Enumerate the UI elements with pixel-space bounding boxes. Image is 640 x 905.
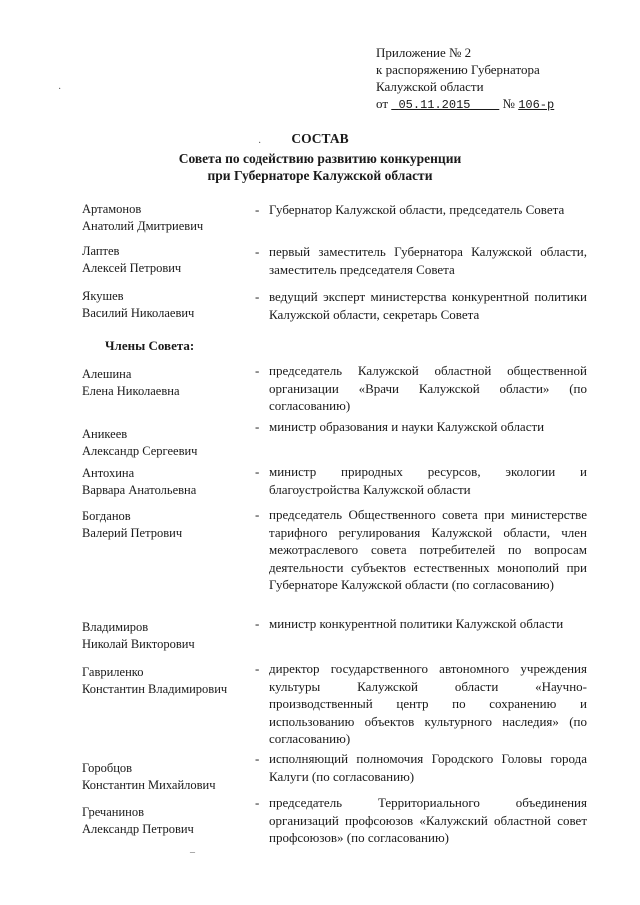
doc-subtitle-2: при Губернаторе Калужской области	[207, 168, 433, 183]
person-role: министр образования и науки Калужской области	[269, 419, 545, 434]
number-label: №	[502, 96, 515, 111]
person-name: Владимиров Николай Викторович	[82, 620, 195, 651]
entry-dash: -	[255, 202, 260, 217]
members-heading: Члены Совета:	[105, 338, 195, 353]
scan-speck: ·	[258, 138, 262, 149]
person-role: директор государственного автономного учреждения культуры Калужской области «Научно-производственный центр по сохранению и использованию объектов культурного наследия» (по согласованию)	[269, 661, 587, 746]
appendix-order-ref: к распоряжению Губернатора	[376, 62, 540, 77]
appendix-date-line	[376, 95, 554, 114]
person-role: первый заместитель Губернатора Калужской области, заместитель председателя Совета	[269, 244, 587, 277]
person-name: Гречанинов Александр Петрович	[82, 805, 194, 836]
entry-dash: -	[255, 507, 260, 522]
doc-title: СОСТАВ	[291, 131, 349, 146]
person-role: министр природных ресурсов, экологии и благоустройства Калужской области	[269, 464, 587, 497]
person-role: Губернатор Калужской области, председатель Совета	[269, 202, 565, 217]
person-name: Аникеев Александр Сергеевич	[82, 427, 198, 458]
person-role: министр конкурентной политики Калужской области	[269, 616, 564, 631]
person-name: Гавриленко Константин Владимирович	[82, 665, 228, 696]
entry-dash: -	[255, 464, 260, 479]
entry-dash: -	[255, 419, 260, 434]
person-name: Алешина Елена Николаевна	[82, 367, 180, 398]
appendix-title: Приложение № 2	[376, 45, 472, 60]
entry-dash: -	[255, 363, 260, 378]
person-name: Якушев Василий Николаевич	[82, 289, 195, 320]
order-date: 05.11.2015	[398, 98, 471, 112]
doc-subtitle-1: Совета по содействию развитию конкуренции	[178, 151, 462, 166]
entry-dash: -	[255, 616, 260, 631]
person-name: Антохина Варвара Анатольевна	[82, 466, 197, 497]
person-name: Артамонов Анатолий Дмитриевич	[82, 202, 204, 233]
appendix-block	[376, 44, 554, 114]
person-name: Лаптев Алексей Петрович	[82, 244, 182, 275]
person-role: ведущий эксперт министерства конкурентной политики Калужской области, секретарь Совета	[269, 289, 587, 322]
person-role: председатель Общественного совета при министерстве тарифного регулирования Калужской области, член межотраслевого совета потребителей по вопросам деятельности субъектов естественных монополий при Губернаторе Калужской области (по согласованию)	[269, 507, 587, 592]
entry-dash: -	[255, 751, 260, 766]
order-number: 106-р	[518, 98, 555, 112]
scan-speck: ·	[58, 84, 62, 95]
entry-dash: -	[255, 289, 260, 304]
scan-speck: ¯	[190, 852, 195, 863]
person-name: Горобцов Константин Михайлович	[82, 761, 216, 792]
person-role: председатель Территориального объединения организаций профсоюзов «Калужский областной совет профсоюзов» (по согласованию)	[269, 795, 587, 845]
person-role: председатель Калужской областной общественной организации «Врачи Калужской области» (по согласованию)	[269, 363, 587, 413]
appendix-region: Калужской области	[376, 79, 484, 94]
from-label: от	[376, 96, 389, 111]
entry-dash: -	[255, 661, 260, 676]
person-role: исполняющий полномочия Городского Головы города Калуги (по согласованию)	[269, 751, 587, 784]
entry-dash: -	[255, 795, 260, 810]
person-name: Богданов Валерий Петрович	[82, 509, 183, 540]
entry-dash: -	[255, 244, 260, 259]
